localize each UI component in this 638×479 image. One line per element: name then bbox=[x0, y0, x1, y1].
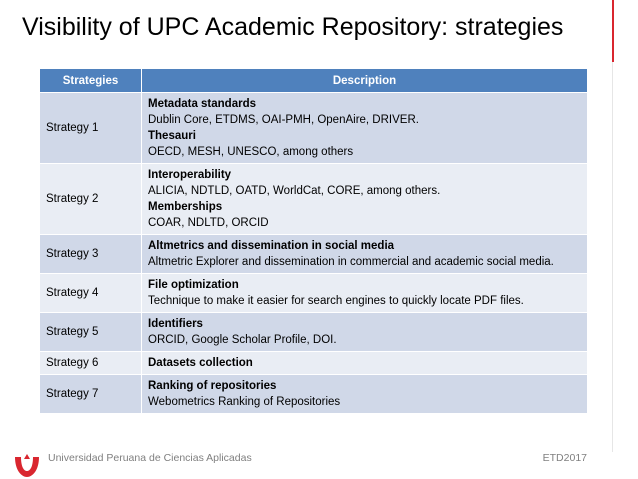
description-cell bbox=[142, 274, 588, 313]
strategy-cell: Strategy 1 bbox=[40, 93, 142, 164]
table-row bbox=[40, 313, 588, 352]
description-heading: Thesauri bbox=[148, 130, 196, 142]
table-row bbox=[40, 235, 588, 274]
description-text: Altmetric Explorer and dissemination in commercial and academic social media. bbox=[148, 256, 554, 268]
accent-bar bbox=[612, 0, 614, 62]
description-cell bbox=[142, 164, 588, 235]
description-heading: Datasets collection bbox=[148, 357, 253, 369]
accent-divider bbox=[612, 62, 613, 452]
description-heading: Memberships bbox=[148, 201, 223, 213]
description-cell bbox=[142, 375, 588, 414]
description-cell bbox=[142, 93, 588, 164]
description-text: Dublin Core, ETDMS, OAI-PMH, OpenAire, DRIVER. bbox=[148, 114, 419, 126]
description-heading: Altmetrics and dissemination in social media bbox=[148, 240, 395, 252]
strategy-cell: Strategy 7 bbox=[40, 375, 142, 414]
description-cell bbox=[142, 235, 588, 274]
footer bbox=[0, 452, 638, 479]
strategy-cell: Strategy 6 bbox=[40, 352, 142, 375]
description-text: OECD, MESH, UNESCO, among others bbox=[148, 146, 354, 158]
description-text: Technique to make it easier for search engines to quickly locate PDF files. bbox=[148, 295, 524, 307]
header-description: Description bbox=[142, 69, 588, 93]
slide-title: Visibility of UPC Academic Repository: strategies bbox=[22, 13, 564, 41]
description-heading: Ranking of repositories bbox=[148, 380, 277, 392]
description-heading: Interoperability bbox=[148, 169, 232, 181]
description-text: ORCID, Google Scholar Profile, DOI. bbox=[148, 334, 337, 346]
table-body bbox=[40, 93, 588, 414]
footer-event: ETD2017 bbox=[542, 452, 587, 464]
description-heading: File optimization bbox=[148, 279, 239, 291]
description-heading: Identifiers bbox=[148, 318, 203, 330]
strategies-table bbox=[39, 68, 588, 414]
table-header-row bbox=[40, 69, 588, 93]
table-row bbox=[40, 375, 588, 414]
strategies-table-container bbox=[39, 68, 587, 414]
description-text: ALICIA, NDTLD, OATD, WorldCat, CORE, among others. bbox=[148, 185, 441, 197]
strategy-cell: Strategy 5 bbox=[40, 313, 142, 352]
upc-logo-icon bbox=[12, 453, 42, 479]
description-cell bbox=[142, 313, 588, 352]
description-cell bbox=[142, 352, 588, 375]
strategy-cell: Strategy 3 bbox=[40, 235, 142, 274]
table-row bbox=[40, 352, 588, 375]
description-heading: Metadata standards bbox=[148, 98, 257, 110]
footer-university: Universidad Peruana de Ciencias Aplicadas bbox=[48, 452, 252, 464]
table-row bbox=[40, 164, 588, 235]
header-strategies: Strategies bbox=[40, 69, 142, 93]
table-row bbox=[40, 93, 588, 164]
strategy-cell: Strategy 2 bbox=[40, 164, 142, 235]
table-row bbox=[40, 274, 588, 313]
description-text: COAR, NDLTD, ORCID bbox=[148, 217, 269, 229]
strategy-cell: Strategy 4 bbox=[40, 274, 142, 313]
description-text: Webometrics Ranking of Repositories bbox=[148, 396, 341, 408]
